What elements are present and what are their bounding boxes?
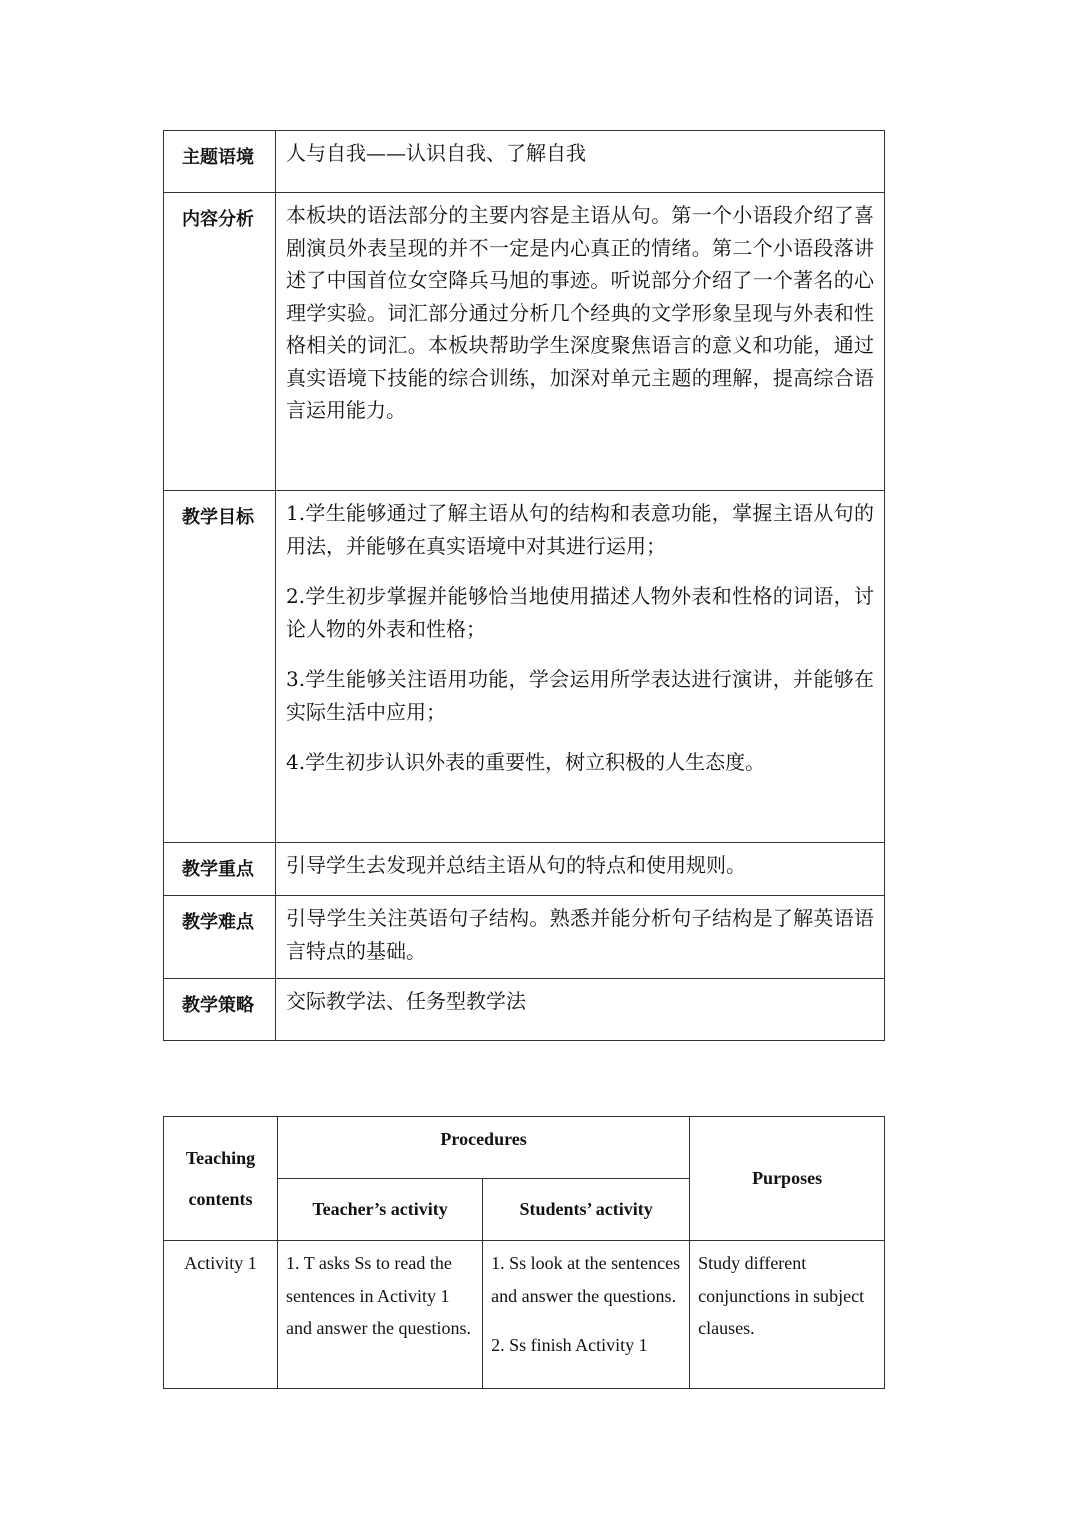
paragraph: 引导学生关注英语句子结构。熟悉并能分析句子结构是了解英语语言特点的基础。 bbox=[286, 906, 874, 963]
row-content bbox=[276, 491, 885, 843]
info-row-content-analysis bbox=[164, 193, 885, 491]
paragraph: 1.学生能够通过了解主语从句的结构和表意功能，掌握主语从句的用法，并能够在真实语境中对其进行运用； bbox=[286, 501, 874, 558]
row-content bbox=[276, 131, 885, 193]
paragraph: 3.学生能够关注语用功能，学会运用所学表达进行演讲，并能够在实际生活中应用； bbox=[286, 667, 874, 724]
header-procedures: Procedures bbox=[278, 1117, 690, 1179]
header-purposes: Purposes bbox=[690, 1117, 885, 1241]
row-label: 教学难点 bbox=[164, 896, 276, 979]
paragraph: 2.学生初步掌握并能够恰当地使用描述人物外表和性格的词语，讨论人物的外表和性格； bbox=[286, 584, 874, 641]
info-row-key-points bbox=[164, 843, 885, 896]
row-label: 主题语境 bbox=[164, 131, 276, 193]
header-text: Teaching bbox=[185, 1147, 256, 1168]
header-teachers-activity: Teacher’s activity bbox=[278, 1179, 483, 1241]
row-label: 教学策略 bbox=[164, 979, 276, 1041]
cell-teacher bbox=[278, 1241, 483, 1389]
header-teaching-contents bbox=[164, 1117, 278, 1241]
cell-text: 1. T asks Ss to read the sentences in Activity 1 and answer the questions. bbox=[286, 1253, 471, 1338]
row-label: 教学目标 bbox=[164, 491, 276, 843]
header-row-1 bbox=[164, 1117, 885, 1179]
header-students-activity: Students’ activity bbox=[483, 1179, 690, 1241]
row-label: 教学重点 bbox=[164, 843, 276, 896]
cell-text: Activity 1 bbox=[184, 1253, 257, 1273]
paragraph: 交际教学法、任务型教学法 bbox=[286, 989, 526, 1013]
info-row-theme bbox=[164, 131, 885, 193]
paragraph: 引导学生去发现并总结主语从句的特点和使用规则。 bbox=[286, 853, 746, 877]
info-row-difficult-points bbox=[164, 896, 885, 979]
row-content bbox=[276, 896, 885, 979]
paragraph: 本板块的语法部分的主要内容是主语从句。第一个小语段介绍了喜剧演员外表呈现的并不一定是内心真正的情绪。第二个小语段落讲述了中国首位女空降兵马旭的事迹。听说部分介绍了一个著名的心理学实验。词汇部分通过分析几个经典的文学形象呈现与外表和性格相关的词汇。本板块帮助学生深度聚焦语言的意义和功能，通过真实语境下技能的综合训练，加深对单元主题的理解，提高综合语言运用能力。 bbox=[286, 203, 874, 422]
cell-text: 2. Ss finish Activity 1 bbox=[491, 1335, 648, 1355]
cell-students bbox=[483, 1241, 690, 1389]
paragraph: 4.学生初步认识外表的重要性，树立积极的人生态度。 bbox=[286, 750, 766, 774]
table-row bbox=[164, 1241, 885, 1389]
cell-text: 1. Ss look at the sentences and answer the questions. bbox=[491, 1253, 681, 1306]
info-row-teaching-objectives bbox=[164, 491, 885, 843]
row-content bbox=[276, 843, 885, 896]
procedures-table bbox=[163, 1116, 885, 1389]
row-content bbox=[276, 979, 885, 1041]
paragraph: 人与自我——认识自我、了解自我 bbox=[286, 141, 586, 165]
row-content bbox=[276, 193, 885, 491]
cell-purpose bbox=[690, 1241, 885, 1389]
row-label: 内容分析 bbox=[164, 193, 276, 491]
lesson-info-table bbox=[163, 130, 885, 1041]
cell-content bbox=[164, 1241, 278, 1389]
cell-text: Study different conjunctions in subject clauses. bbox=[698, 1253, 865, 1338]
info-row-teaching-strategies bbox=[164, 979, 885, 1041]
header-text: contents bbox=[188, 1188, 253, 1209]
